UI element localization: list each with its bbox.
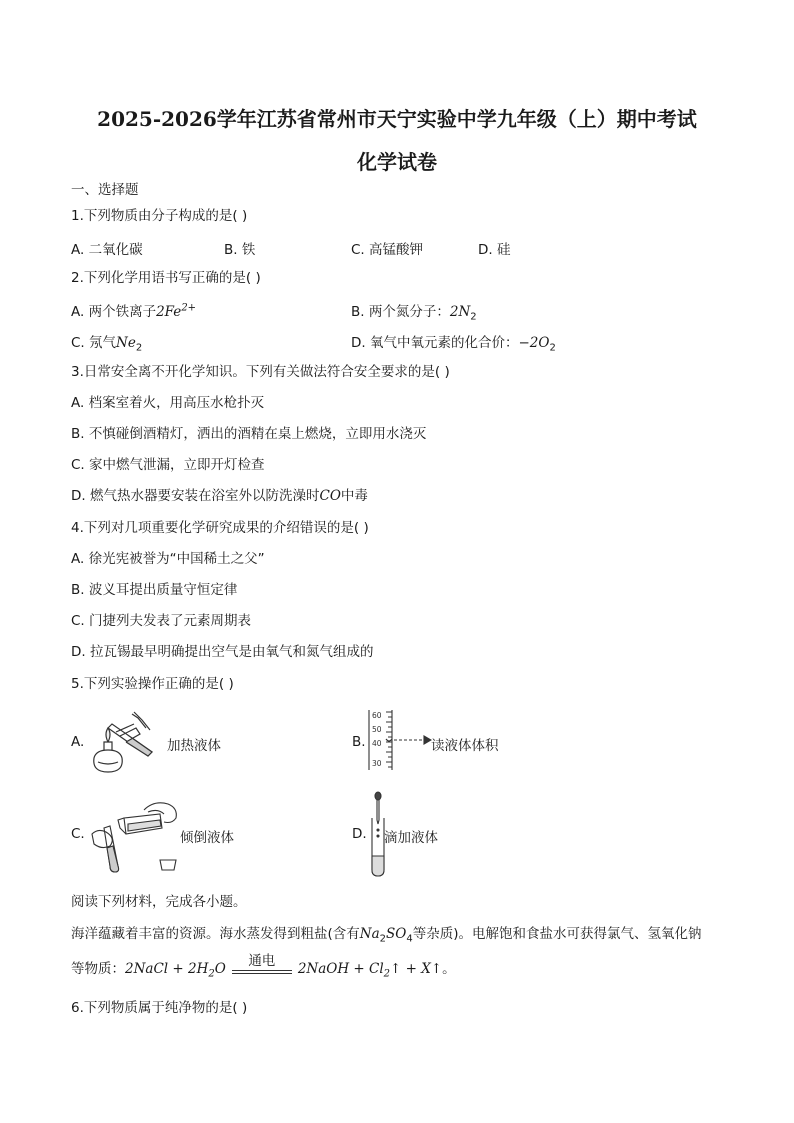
cylinder-tick-50: 50: [372, 725, 382, 734]
q1-option-d: D. 硅: [478, 242, 511, 258]
q1-stem: 1.下列物质由分子构成的是( ): [71, 208, 248, 224]
graduated-cylinder-figure: [368, 708, 432, 772]
equation-right: 2NaOH + Cl: [297, 961, 384, 977]
q2-option-d-formula: −2O: [518, 335, 550, 351]
q1-option-b: B. 铁: [224, 242, 256, 258]
q1-option-a: A. 二氧化碳: [71, 242, 143, 258]
heating-liquid-figure: [86, 706, 166, 776]
exam-title-line1: 2025-2026学年江苏省常州市天宁实验中学九年级（上）期中考试: [97, 107, 697, 131]
q2-option-b-formula: 2N: [449, 304, 471, 320]
equation-left-sub: 2: [208, 968, 215, 980]
equation-equal-sign: [232, 970, 292, 974]
q2-option-a-formula: 2Fe: [156, 304, 182, 320]
q3-option-d-formula: CO: [319, 488, 341, 504]
q2-option-c-text: C. 氖气: [71, 335, 117, 351]
q3-option-a: A. 档案室着火，用高压水枪扑灭: [71, 395, 265, 411]
q5-option-b-letter: B.: [352, 734, 366, 750]
q3-stem: 3.日常安全离不开化学知识。下列有关做法符合安全要求的是( ): [71, 364, 450, 380]
equation-left: 2NaCl + 2H: [125, 961, 209, 977]
reading-formula-na: Na: [359, 926, 380, 942]
q3-option-c: C. 家中燃气泄漏，立即开灯检查: [71, 457, 265, 473]
q3-option-b: B. 不慎碰倒酒精灯，洒出的酒精在桌上燃烧，立即用水浇灭: [71, 426, 427, 442]
equation-condition: 通电: [248, 953, 276, 969]
section-heading: 一、选择题: [71, 182, 139, 198]
q5-option-a-caption: 加热液体: [167, 738, 221, 754]
q5-option-c-caption: 倾倒液体: [180, 830, 234, 846]
q4-option-d: D. 拉瓦锡最早明确提出空气是由氧气和氮气组成的: [71, 644, 374, 660]
q4-stem: 4.下列对几项重要化学研究成果的介绍错误的是( ): [71, 520, 369, 536]
reading-paragraph-line2: [71, 953, 456, 985]
exam-title-line2: 化学试卷: [357, 150, 437, 174]
q2-stem: 2.下列化学用语书写正确的是( ): [71, 270, 261, 286]
q5-option-b-caption: 读液体体积: [431, 738, 499, 754]
equation-left2: O: [214, 961, 226, 977]
q4-option-c: C. 门捷列夫发表了元素周期表: [71, 613, 252, 629]
reading-formula-so: SO: [386, 926, 407, 942]
reading-p2-post: 。: [442, 961, 456, 977]
reading-formula-sub2: 4: [406, 933, 413, 945]
equation-arrow: [226, 953, 298, 979]
q2-option-b: [351, 300, 477, 323]
equation-right2: ↑ + X↑: [390, 961, 443, 977]
equation-right-sub: 2: [383, 968, 391, 980]
reading-p2-pre: 等物质：: [71, 961, 125, 977]
q2-option-c: [71, 331, 142, 354]
reading-paragraph-line1: [71, 924, 702, 950]
q5-option-d-caption: 滴加液体: [384, 830, 438, 846]
q5-option-d-letter: D.: [352, 826, 367, 842]
q5-option-c-letter: C.: [71, 826, 85, 842]
reading-p1-post: 等杂质)。电解饱和食盐水可获得氯气、氢氧化钠: [412, 926, 702, 942]
q2-option-a-text: A. 两个铁离子: [71, 304, 157, 320]
q2-option-d-text: D. 氧气中氧元素的化合价：: [351, 335, 519, 351]
q1-option-c: C. 高锰酸钾: [351, 242, 424, 258]
reading-intro: 阅读下列材料，完成各小题。: [71, 894, 247, 910]
q2-option-c-formula: Ne: [116, 335, 136, 351]
q4-option-b: B. 波义耳提出质量守恒定律: [71, 582, 238, 598]
reading-p1-pre: 海洋蕴藏着丰富的资源。海水蒸发得到粗盐(含有: [71, 926, 360, 942]
q2-option-d-sub: 2: [549, 342, 556, 354]
q3-option-d-pre: D. 燃气热水器要安装在浴室外以防洗澡时: [71, 488, 320, 504]
q2-option-c-sub: 2: [135, 342, 143, 354]
q4-option-a: A. 徐光宪被誉为“中国稀土之父”: [71, 551, 265, 567]
cylinder-tick-40: 40: [372, 739, 382, 748]
q3-option-d-post: 中毒: [340, 488, 368, 504]
q2-option-b-sub: 2: [470, 311, 477, 323]
q6-stem: 6.下列物质属于纯净物的是( ): [71, 1000, 248, 1016]
cylinder-tick-60: 60: [372, 711, 382, 720]
q3-option-d: [71, 486, 368, 506]
pouring-liquid-figure: [88, 794, 184, 880]
q2-option-d: [351, 331, 556, 354]
q2-option-a: [71, 300, 196, 320]
q2-option-b-text: B. 两个氮分子：: [351, 304, 450, 320]
q5-option-a-letter: A.: [71, 734, 85, 750]
cylinder-tick-30: 30: [372, 759, 382, 768]
q5-stem: 5.下列实验操作正确的是( ): [71, 676, 234, 692]
q2-option-a-charge: 2+: [181, 302, 197, 314]
reading-formula-sub1: 2: [379, 933, 387, 945]
